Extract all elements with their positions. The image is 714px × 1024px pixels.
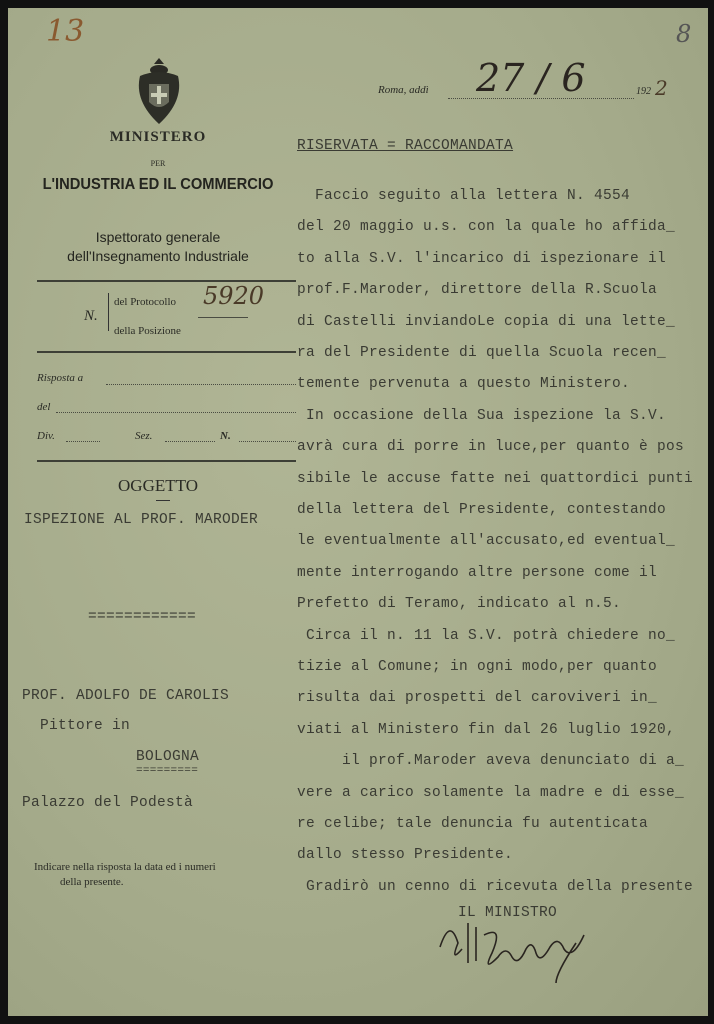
office-line-1: Ispettorato generale [95, 229, 221, 245]
corner-mark-left: 13 [46, 14, 85, 49]
del-label: del [37, 401, 51, 413]
letter-line: le eventualmente all'accusato,ed eventual_ [297, 533, 676, 550]
footnote-line-2: della presente. [60, 876, 124, 888]
letter-line: avrà cura di porre in luce,per quanto è pos [297, 439, 685, 456]
ministry-name: L'INDUSTRIA ED IL COMMERCIO [42, 176, 274, 193]
recipient-city-underline: ========= [136, 765, 199, 777]
letter-line: sibile le accuse fatte nei quattordici punti [297, 470, 694, 487]
letter-line: tizie al Comune; in ogni modo,per quanto [297, 659, 658, 675]
n-label: N. [84, 308, 98, 324]
letter-line: to alla S.V. l'incarico di ispezionare il [297, 250, 667, 267]
sez-label: Sez. [135, 430, 153, 442]
posizione-label: della Posizione [114, 325, 181, 337]
date-year-suffix: 2 [655, 76, 668, 100]
letter-line: ra del Presidente di quella Scuola recen_ [297, 345, 667, 361]
letter-line: mente interrogando altre persone come il [297, 564, 658, 581]
document-page [8, 8, 708, 1016]
office-line-2: dell'Insegnamento Industriale [67, 248, 249, 264]
classification: RISERVATA = RACCOMANDATA [297, 138, 514, 154]
letter-line: di Castelli inviandoLe copia di una lette_ [297, 313, 676, 330]
letter-line: re celibe; tale denuncia fu autenticata [297, 816, 649, 832]
date-year-prefix: 192 [636, 86, 651, 97]
ministry-per: PER [150, 159, 166, 168]
protocollo-number: 5920 [203, 282, 265, 310]
letter-line: In occasione della Sua ispezione la S.V. [297, 407, 667, 424]
letter-line: Gradirò un cenno di ricevuta della presente [297, 878, 694, 895]
letter-line: Faccio seguito alla lettera N. 4554 [297, 188, 631, 204]
letter-line: il prof.Maroder aveva denunciato di a_ [297, 753, 685, 770]
letter-line: temente pervenuta a questo Ministero. [297, 376, 631, 393]
date-day-month: 27 / 6 [476, 56, 586, 100]
letter-line: prof.F.Maroder, direttore della R.Scuola [297, 282, 658, 299]
subject-separator: ============ [88, 609, 197, 625]
royal-coat-of-arms-icon [132, 56, 186, 126]
letter-line: del 20 maggio u.s. con la quale ho affida_ [297, 219, 676, 236]
signature-title: IL MINISTRO [458, 905, 558, 921]
subject-text: ISPEZIONE AL PROF. MARODER [24, 512, 259, 528]
risposta-label: Risposta a [37, 372, 84, 384]
date-place: Roma, addì [378, 84, 429, 96]
letter-line: viati al Ministero fin dal 26 luglio 1920, [297, 721, 676, 738]
letter-line: risulta dai prospetti del caroviveri in_ [297, 690, 658, 707]
recipient-city: BOLOGNA [136, 749, 200, 765]
page-number: 8 [676, 20, 692, 48]
recipient-address: Palazzo del Podestà [22, 795, 194, 811]
div-label: Div. [37, 430, 55, 442]
ministry-heading: MINISTERO [109, 129, 207, 145]
protocollo-label: del Protocollo [114, 296, 177, 308]
recipient-name: PROF. ADOLFO DE CAROLIS [22, 688, 230, 704]
letter-line: Prefetto di Teramo, indicato al n.5. [297, 596, 622, 613]
letter-line: Circa il n. 11 la S.V. potrà chiedere no_ [297, 627, 676, 644]
letter-line: dallo stesso Presidente. [297, 847, 514, 864]
n2-label: N. [220, 430, 231, 442]
letter-line: vere a carico solamente la madre e di esse_ [297, 784, 685, 801]
letter-line: della lettera del Presidente, contestando [297, 502, 667, 518]
subject-heading: OGGETTO [118, 476, 198, 495]
recipient-title: Pittore in [40, 718, 131, 734]
handwritten-signature [426, 913, 616, 993]
footnote-line-1: Indicare nella risposta la data ed i numeri [34, 861, 216, 873]
